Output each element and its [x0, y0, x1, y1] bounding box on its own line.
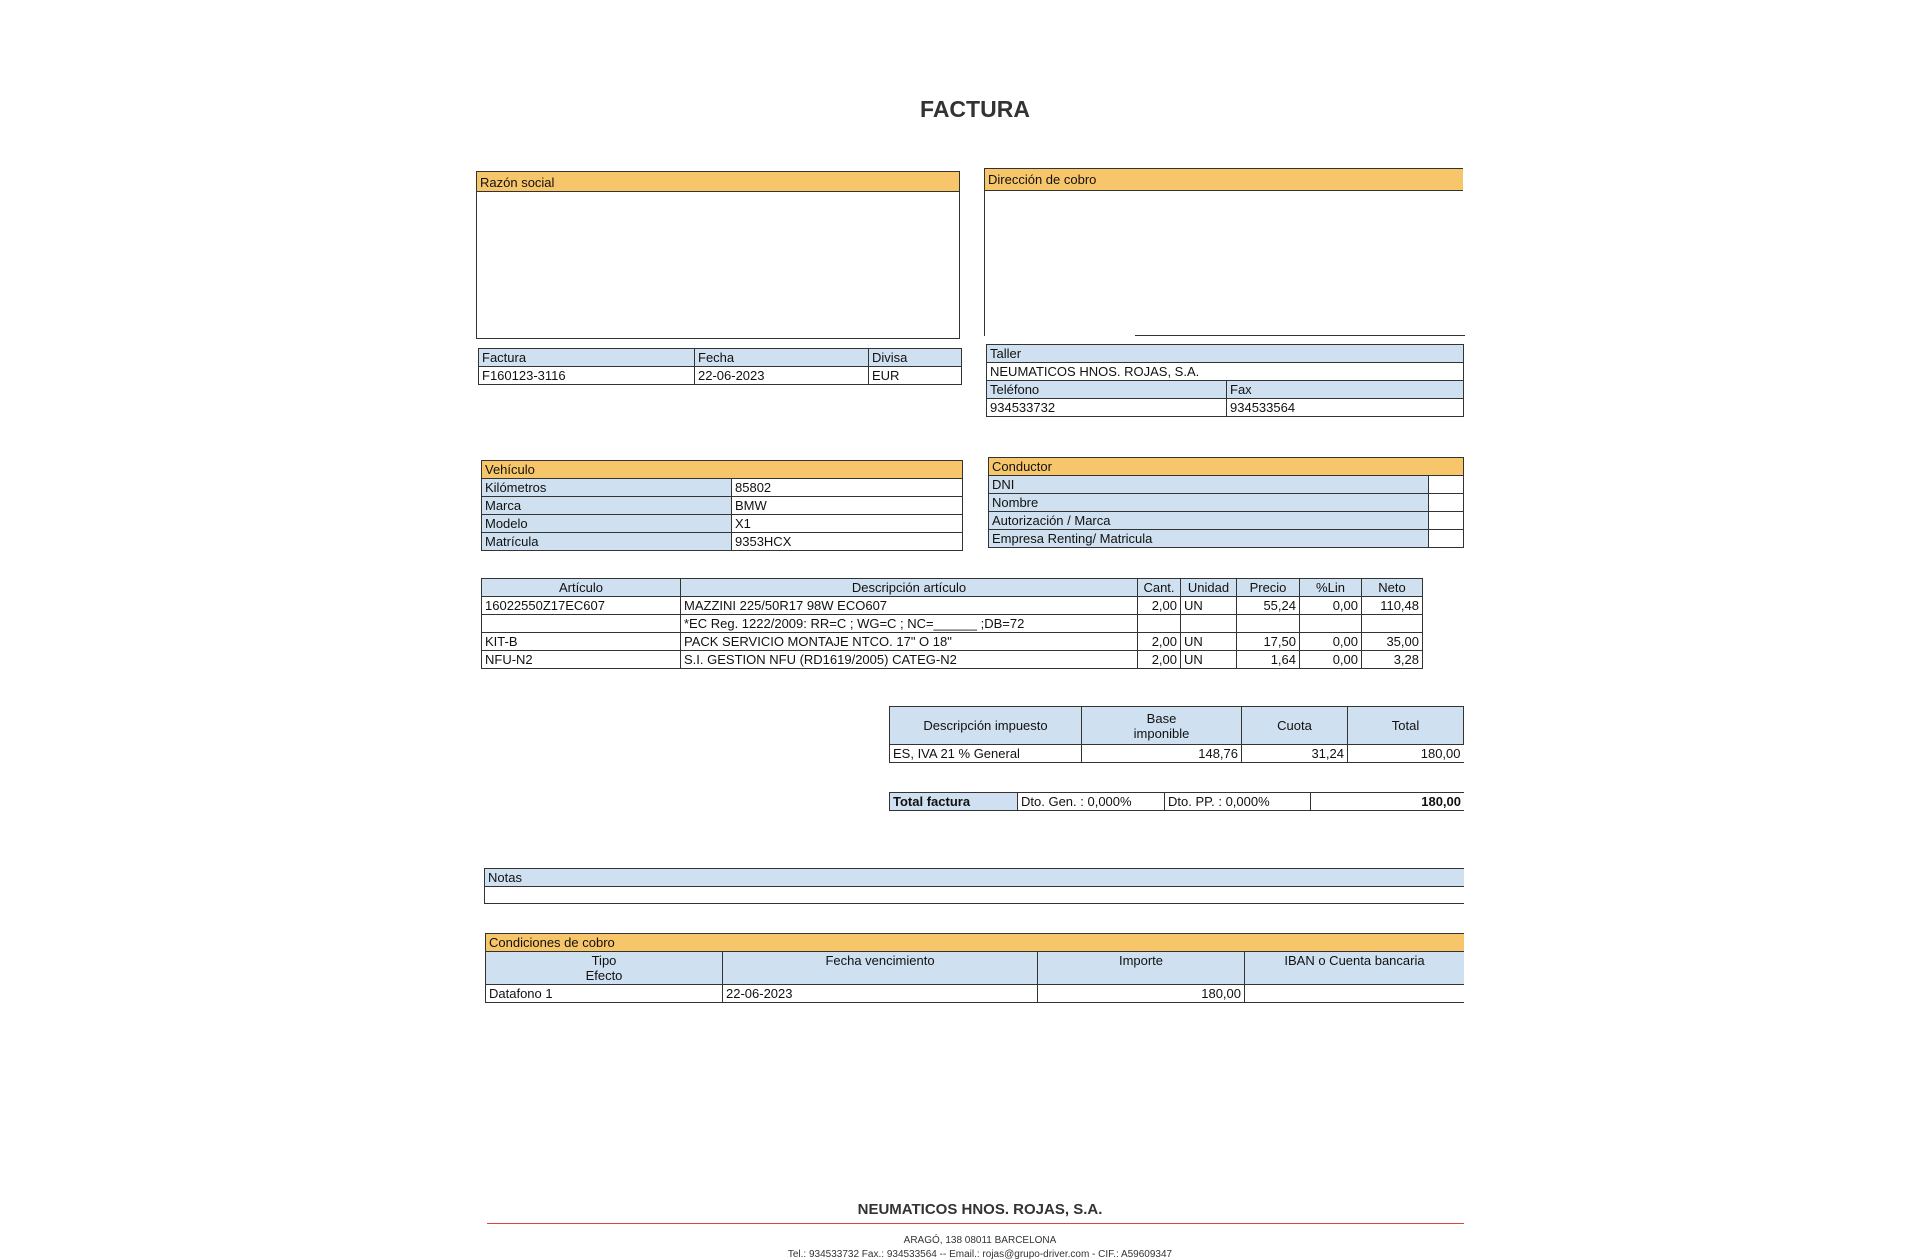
factura-label: Factura	[479, 349, 695, 367]
matricula-label: Matrícula	[482, 533, 732, 551]
importe: 180,00	[1038, 985, 1245, 1003]
importe-header: Importe	[1038, 952, 1245, 985]
row-precio: 1,64	[1237, 651, 1300, 669]
articulos-table	[481, 578, 1464, 669]
impuesto-desc-header: Descripción impuesto	[890, 707, 1082, 745]
direccion-cobro-box	[984, 168, 1463, 336]
row-lin: 0,00	[1300, 651, 1362, 669]
row-lin: 0,00	[1300, 597, 1362, 615]
taller-label: Taller	[987, 345, 1464, 363]
row-neto: 35,00	[1362, 633, 1423, 651]
autorizacion-value	[1429, 512, 1464, 530]
footer-address: ARAGÓ, 138 08011 BARCELONA	[903, 1235, 1057, 1246]
direccion-bottom-rule	[1135, 335, 1465, 336]
vehiculo-label: Vehículo	[482, 461, 963, 479]
factura-date: 22-06-2023	[695, 367, 869, 385]
notas-content	[485, 887, 1465, 904]
row-cant: 2,00	[1138, 597, 1181, 615]
base-header-line1: Base	[1146, 710, 1177, 726]
col-cant: Cant.	[1138, 579, 1181, 597]
fecha-vencimiento-header: Fecha vencimiento	[723, 952, 1038, 985]
row-descripcion: PACK SERVICIO MONTAJE NTCO. 17" O 18"	[681, 633, 1138, 651]
footer-divider	[487, 1223, 1464, 1224]
impuesto-total: 180,00	[1348, 745, 1464, 763]
dni-label: DNI	[989, 476, 1429, 494]
divisa-label: Divisa	[869, 349, 962, 367]
conductor-table	[988, 457, 1464, 548]
row-lin: 0,00	[1300, 633, 1362, 651]
total-factura-value: 180,00	[1311, 793, 1465, 811]
col-descripcion: Descripción artículo	[681, 579, 1138, 597]
row-unidad: UN	[1181, 633, 1237, 651]
impuestos-table	[889, 706, 1464, 763]
modelo-value: X1	[732, 515, 963, 533]
telefono-value: 934533732	[987, 399, 1227, 417]
notas-table	[484, 868, 1464, 904]
fax-value: 934533564	[1227, 399, 1464, 417]
dni-value	[1429, 476, 1464, 494]
km-label: Kilómetros	[482, 479, 732, 497]
table-row	[482, 633, 1465, 651]
tipo-header-line2: Efecto	[585, 968, 623, 983]
total-factura-table	[889, 792, 1464, 811]
razon-social-box	[476, 171, 960, 339]
marca-label: Marca	[482, 497, 732, 515]
taller-name: NEUMATICOS HNOS. ROJAS, S.A.	[987, 363, 1464, 381]
row-descripcion: S.I. GESTION NFU (RD1619/2005) CATEG-N2	[681, 651, 1138, 669]
footer-company: NEUMATICOS HNOS. ROJAS, S.A.	[857, 1201, 1103, 1218]
row-precio: 55,24	[1237, 597, 1300, 615]
cuota: 31,24	[1242, 745, 1348, 763]
autorizacion-label: Autorización / Marca	[989, 512, 1429, 530]
row-articulo	[482, 615, 681, 633]
row-unidad: UN	[1181, 651, 1237, 669]
row-neto: 3,28	[1362, 651, 1423, 669]
nombre-label: Nombre	[989, 494, 1429, 512]
tipo-efecto: Datafono 1	[486, 985, 723, 1003]
row-precio	[1237, 615, 1300, 633]
factura-number: F160123-3116	[479, 367, 695, 385]
tipo-efecto-header	[486, 952, 723, 985]
table-row	[482, 615, 1465, 633]
row-lin	[1300, 615, 1362, 633]
razon-social-label: Razón social	[477, 172, 959, 192]
row-cant: 2,00	[1138, 633, 1181, 651]
marca-value: BMW	[732, 497, 963, 515]
col-articulo: Artículo	[482, 579, 681, 597]
row-unidad: UN	[1181, 597, 1237, 615]
row-cant: 2,00	[1138, 651, 1181, 669]
col-unidad: Unidad	[1181, 579, 1237, 597]
impuesto-desc: ES, IVA 21 % General	[890, 745, 1082, 763]
telefono-label: Teléfono	[987, 381, 1227, 399]
table-row	[482, 597, 1465, 615]
row-articulo: 16022550Z17EC607	[482, 597, 681, 615]
factura-table	[478, 348, 962, 385]
row-articulo: NFU-N2	[482, 651, 681, 669]
row-articulo: KIT-B	[482, 633, 681, 651]
col-lin: %Lin	[1300, 579, 1362, 597]
vehiculo-table	[481, 460, 963, 551]
taller-table	[986, 344, 1464, 417]
conductor-label: Conductor	[989, 458, 1464, 476]
direccion-cobro-label: Dirección de cobro	[985, 169, 1463, 191]
row-neto: 110,48	[1362, 597, 1423, 615]
cuota-header: Cuota	[1242, 707, 1348, 745]
base-imponible: 148,76	[1082, 745, 1242, 763]
fax-label: Fax	[1227, 381, 1464, 399]
base-imponible-header	[1082, 707, 1242, 745]
total-header: Total	[1348, 707, 1464, 745]
km-value: 85802	[732, 479, 963, 497]
col-neto: Neto	[1362, 579, 1423, 597]
row-cant	[1138, 615, 1181, 633]
footer-contact: Tel.: 934533732 Fax.: 934533564 -- Email.: rojas@grupo-driver.com - CIF.: A59609347	[787, 1249, 1173, 1260]
row-descripcion: *EC Reg. 1222/2009: RR=C ; WG=C ; NC=______ ;DB=72	[681, 615, 1138, 633]
iban	[1245, 985, 1465, 1003]
col-extra	[1423, 579, 1465, 597]
condiciones-table	[485, 933, 1464, 1003]
dto-pp: Dto. PP. : 0,000%	[1165, 793, 1311, 811]
iban-header: IBAN o Cuenta bancaria	[1245, 952, 1465, 985]
fecha-vencimiento: 22-06-2023	[723, 985, 1038, 1003]
tipo-header-line1: Tipo	[591, 953, 617, 968]
row-descripcion: MAZZINI 225/50R17 98W ECO607	[681, 597, 1138, 615]
total-factura-label: Total factura	[890, 793, 1018, 811]
modelo-label: Modelo	[482, 515, 732, 533]
fecha-label: Fecha	[695, 349, 869, 367]
factura-currency: EUR	[869, 367, 962, 385]
table-row	[482, 651, 1465, 669]
col-precio: Precio	[1237, 579, 1300, 597]
row-neto	[1362, 615, 1423, 633]
row-unidad	[1181, 615, 1237, 633]
nombre-value	[1429, 494, 1464, 512]
row-precio: 17,50	[1237, 633, 1300, 651]
notas-label: Notas	[485, 869, 1465, 887]
base-header-line2: imponible	[1133, 725, 1190, 741]
empresa-renting-value	[1429, 530, 1464, 548]
page-title: FACTURA	[920, 96, 1030, 122]
condiciones-label: Condiciones de cobro	[486, 934, 1465, 952]
matricula-value: 9353HCX	[732, 533, 963, 551]
dto-gen: Dto. Gen. : 0,000%	[1018, 793, 1165, 811]
empresa-renting-label: Empresa Renting/ Matricula	[989, 530, 1429, 548]
